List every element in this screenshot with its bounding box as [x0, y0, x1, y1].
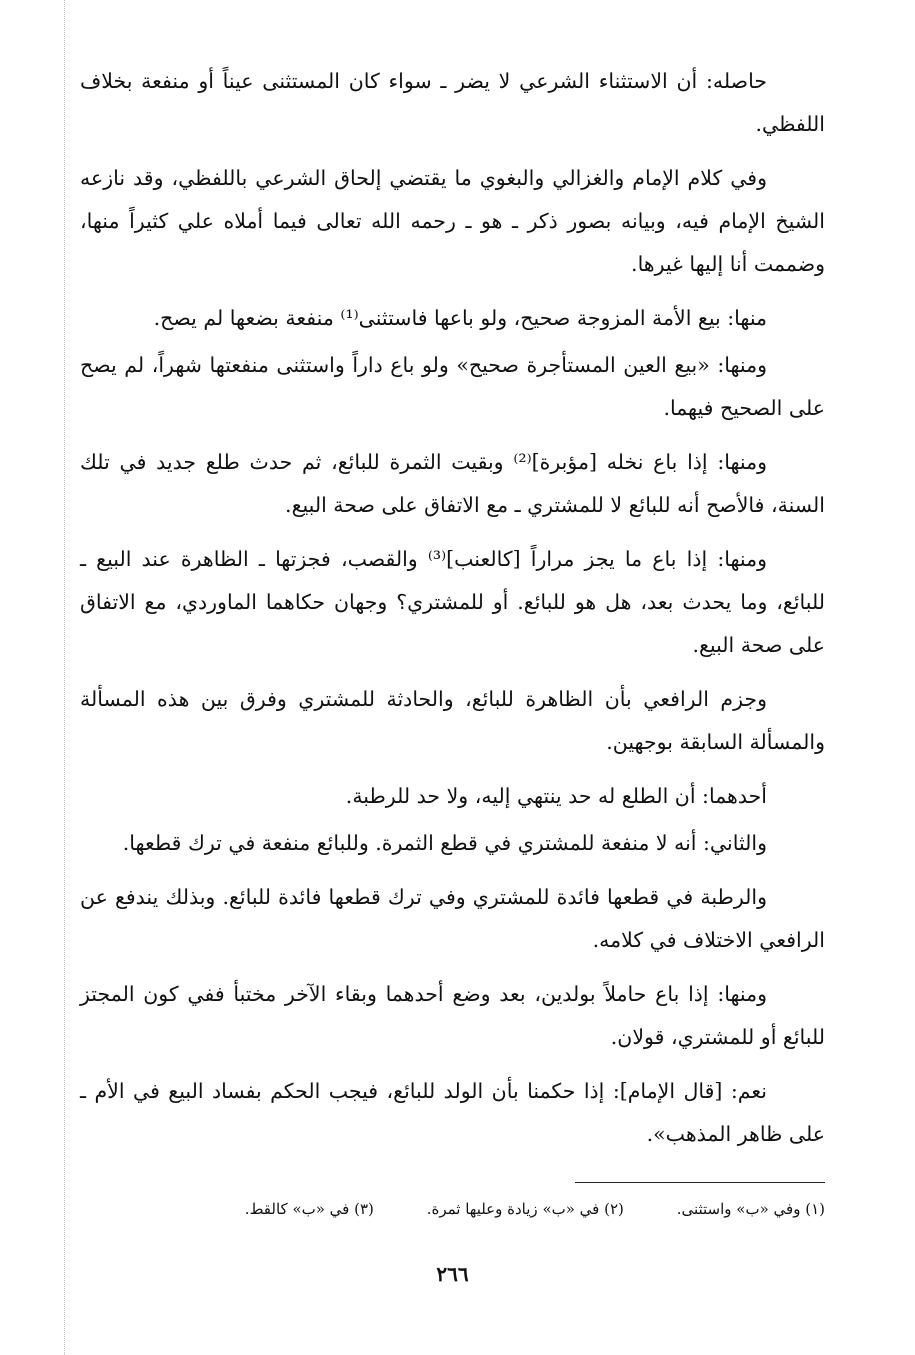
page-number: ٢٦٦ — [436, 1262, 469, 1286]
paragraph-fresh-fodder: والرطبة في قطعها فائدة للمشتري وفي ترك قطعها فائدة للبائع. وبذلك يندفع عن الرافعي الاختلاف في كلامه. — [80, 885, 825, 952]
page-binding-edge — [64, 0, 65, 1355]
footnote-1: (١) وفي «ب» واستثنى. — [676, 1200, 825, 1218]
paragraph-imam-ruling: نعم: [قال الإمام]: إذا حكمنا بأن الولد للبائع، فيجب الحكم بفساد البيع في الأم ـ على ظاهر المذهب». — [80, 1079, 825, 1146]
paragraph-summary: حاصله: أن الاستثناء الشرعي لا يضر ـ سواء كان المستثنى عيناً أو منفعة بخلاف اللفظي. — [80, 69, 825, 136]
paragraph-example-pregnant: ومنها: إذا باع حاملاً بولدين، بعد وضع أحدهما وبقاء الآخر مختبأ ففي كون المجتز للبائع أو للمشتري، قولان. — [80, 982, 825, 1049]
book-page — [80, 60, 825, 1290]
paragraph-example-repeated-harvest: ومنها: إذا باع ما يجز مراراً [كالعنب]⁽³⁾ والقصب، فجزتها ـ الظاهرة عند البيع ـ للبائع، وما يحدث بعد، هل هو للبائع. أو للمشتري؟ وجهان حكاهما الماوردي، مع الاتفاق على صحة البيع. — [80, 547, 825, 657]
paragraph-imam-discussion: وفي كلام الإمام والغزالي والبغوي ما يقتضي إلحاق الشرعي باللفظي، وقد نازعه الشيخ الإمام فيه، وبيانه بصور ذكر ـ هو ـ رحمه الله تعالى فيما أملاه علي كثيراً منها، وضممت أنا إليها غيرها. — [80, 166, 825, 276]
footnotes — [80, 1197, 825, 1221]
paragraph-example-leased-item: ومنها: «بيع العين المستأجرة صحيح» ولو باع داراً واستثنى منفعتها شهراً، لم يصح على الصحيح فيهما. — [80, 353, 825, 420]
paragraph-example-married-slave: منها: بيع الأمة المزوجة صحيح، ولو باعها فاستثنى⁽¹⁾ منفعة بضعها لم يصح. — [153, 306, 767, 330]
footnote-3: (٣) في «ب» كالقط. — [244, 1200, 374, 1218]
paragraph-first-reason: أحدهما: أن الطلع له حد ينتهي إليه، ولا حد للرطبة. — [345, 784, 767, 808]
paragraph-example-palm: ومنها: إذا باع نخله [مؤبرة]⁽²⁾ وبقيت الثمرة للبائع، ثم حدث طلع جديد في تلك السنة، فالأصح أنه للبائع لا للمشتري ـ مع الاتفاق على صحة البيع. — [80, 450, 825, 517]
paragraph-rafii-distinction: وجزم الرافعي بأن الظاهرة للبائع، والحادثة للمشتري وفرق بين هذه المسألة والمسألة السابقة بوجهين. — [80, 687, 825, 754]
footnote-2: (٢) في «ب» زيادة وعليها ثمرة. — [426, 1200, 624, 1218]
footnote-divider — [575, 1182, 825, 1183]
paragraph-second-reason: والثاني: أنه لا منفعة للمشتري في قطع الثمرة. وللبائع منفعة في ترك قطعها. — [122, 831, 767, 855]
